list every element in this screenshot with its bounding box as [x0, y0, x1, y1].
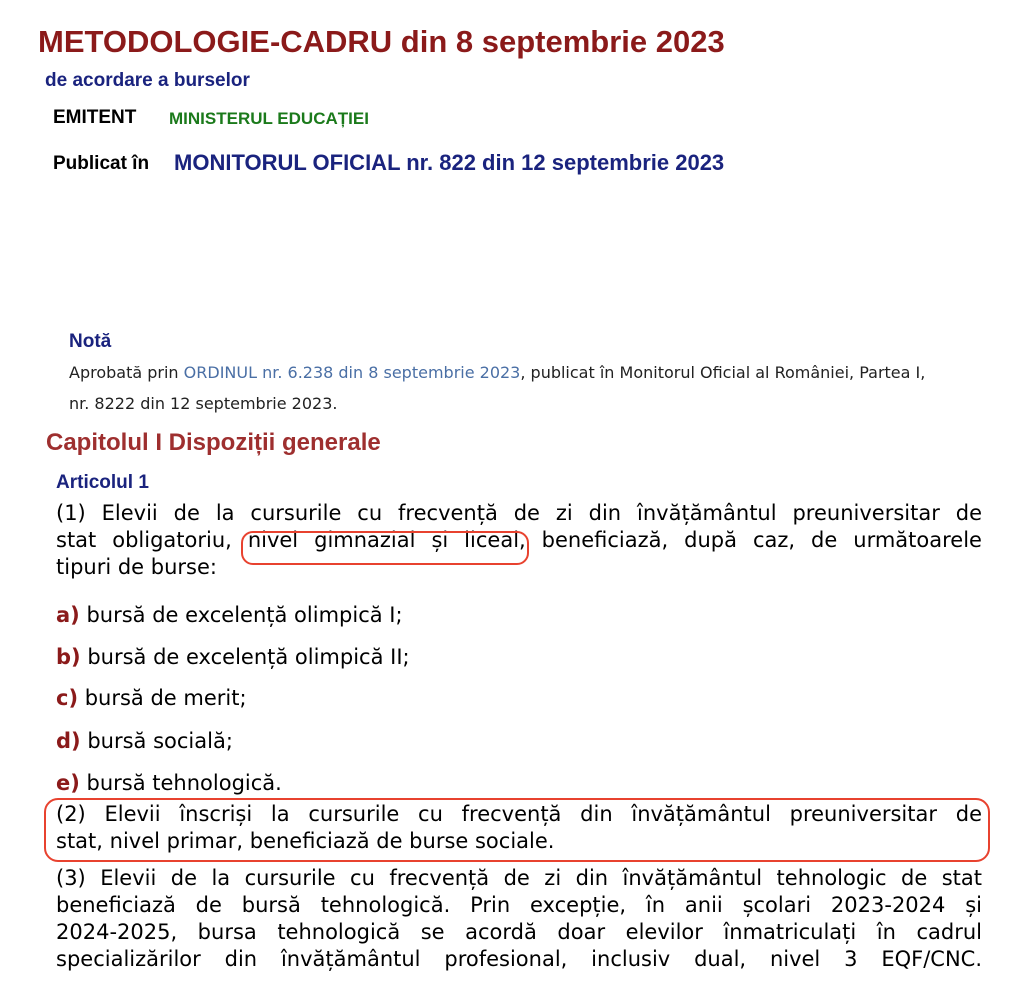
paragraph-2-line: stat, nivel primar, beneficiază de burse sociale. [56, 829, 555, 853]
article-heading: Articolul 1 [56, 472, 149, 493]
nota-prefix: Aprobată prin [69, 363, 184, 382]
list-item [56, 686, 247, 710]
publicat-label: Publicat în [53, 153, 150, 174]
paragraph-1-line: (1) Elevii de la cursurile cu frecvență de zi din învățământul preuniversitar de [56, 501, 982, 525]
list-item-text: bursă tehnologică. [79, 771, 282, 795]
list-item [56, 729, 233, 753]
chapter-heading: Capitolul I Dispoziții generale [46, 429, 381, 456]
list-item [56, 645, 410, 669]
list-item [56, 603, 403, 627]
list-item-text: bursă de excelență olimpică II; [80, 645, 410, 669]
list-item-letter: c) [56, 686, 79, 710]
list-item-letter: a) [56, 603, 80, 627]
list-item-text: bursă de merit; [78, 686, 247, 710]
paragraph-3-line: specializărilor din învățământul profesional, inclusiv dual, nivel 3 EQF/CNC. [56, 947, 982, 971]
paragraph-3-line: 2024-2025, bursa tehnologică se acordă doar elevilor înmatriculați în cadrul [56, 920, 982, 944]
paragraph-3-line: beneficiază de bursă tehnologică. Prin excepție, în anii școlari 2023-2024 și [56, 893, 982, 917]
highlight-annotation-paragraph-2 [44, 798, 990, 862]
list-item-letter: b) [56, 645, 81, 669]
nota-title: Notă [69, 331, 112, 352]
nota-text-line2: nr. 8222 din 12 septembrie 2023. [69, 394, 338, 413]
paragraph-3-line: (3) Elevii de la cursurile cu frecvență de zi din învățământul tehnologic de stat [56, 866, 982, 890]
list-item-letter: d) [56, 729, 81, 753]
document-subtitle: de acordare a burselor [45, 70, 250, 91]
emitent-value[interactable]: MINISTERUL EDUCAȚIEI [169, 109, 369, 128]
paragraph-3 [56, 865, 982, 973]
nota-suffix: , publicat în Monitorul Oficial al României, Partea I, [520, 363, 926, 382]
nota-text [69, 363, 925, 382]
list-item-text: bursă socială; [80, 729, 233, 753]
list-item-letter: e) [56, 771, 80, 795]
highlighted-phrase: nivel gimnazial și liceal, [247, 528, 526, 552]
list-item [56, 771, 282, 795]
paragraph-2-line: (2) Elevii înscriși la cursurile cu frecvență din învățământul preuniversitar de [56, 802, 982, 826]
paragraph-1-line: tipuri de burse: [56, 555, 217, 579]
paragraph-1-segment: beneficiază, după caz, de următoarele [525, 528, 982, 552]
highlight-annotation-gimnazial [241, 531, 529, 565]
list-item-text: bursă de excelență olimpică I; [79, 603, 403, 627]
paragraph-1-segment: stat obligatoriu, [56, 528, 248, 552]
document-title: METODOLOGIE-CADRU din 8 septembrie 2023 [38, 24, 725, 59]
publicat-value[interactable]: MONITORUL OFICIAL nr. 822 din 12 septembrie 2023 [174, 150, 725, 175]
ordin-link[interactable]: ORDINUL nr. 6.238 din 8 septembrie 2023 [183, 363, 521, 382]
emitent-label: EMITENT [53, 107, 137, 128]
